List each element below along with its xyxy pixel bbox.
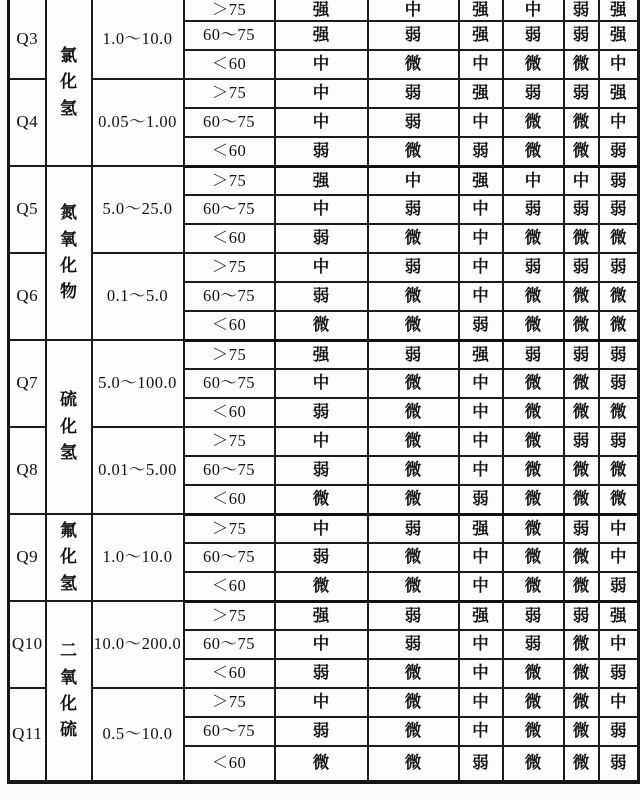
concentration-range: 0.1～5.0	[92, 253, 184, 340]
rating-cell: 强	[275, 340, 368, 369]
percentage-threshold: 60～75	[184, 21, 275, 50]
rating-cell: 微	[503, 282, 564, 311]
rating-cell: 微	[503, 398, 564, 427]
rating-cell: 微	[275, 485, 368, 514]
rating-cell: 强	[459, 340, 503, 369]
rating-cell: 弱	[275, 717, 368, 746]
rating-cell: 微	[564, 108, 599, 137]
rating-cell: 弱	[599, 253, 639, 282]
rating-cell: 弱	[459, 311, 503, 340]
chemical-name-cell	[46, 514, 92, 601]
rating-cell: 微	[503, 659, 564, 688]
rating-cell: 微	[599, 311, 639, 340]
rating-cell: 中	[459, 398, 503, 427]
rating-cell: 微	[564, 688, 599, 717]
chemical-name-cell	[46, 166, 92, 340]
rating-cell: 微	[564, 224, 599, 253]
percentage-threshold: ＜60	[184, 746, 275, 782]
rating-cell: 中	[459, 688, 503, 717]
table-row	[9, 427, 639, 456]
chemical-name: 氟化氢	[59, 520, 77, 593]
rating-cell: 微	[503, 311, 564, 340]
rating-cell: 弱	[599, 572, 639, 601]
rating-cell: 弱	[503, 630, 564, 659]
percentage-threshold: 60～75	[184, 456, 275, 485]
rating-cell: 中	[368, 0, 459, 21]
percentage-threshold: ＜60	[184, 224, 275, 253]
percentage-threshold: ＞75	[184, 340, 275, 369]
rating-cell: 弱	[599, 717, 639, 746]
table-body	[9, 0, 639, 782]
rating-cell: 弱	[564, 601, 599, 630]
rating-cell: 弱	[599, 427, 639, 456]
q-label: Q9	[9, 514, 46, 601]
rating-cell: 中	[459, 717, 503, 746]
rating-cell: 微	[503, 746, 564, 782]
rating-cell: 微	[503, 717, 564, 746]
rating-cell: 微	[503, 108, 564, 137]
table-row	[9, 514, 639, 543]
rating-cell: 中	[599, 514, 639, 543]
rating-cell: 中	[503, 0, 564, 21]
table-row	[9, 601, 639, 630]
rating-cell: 弱	[275, 543, 368, 572]
rating-cell: 弱	[459, 746, 503, 782]
rating-cell: 中	[599, 543, 639, 572]
rating-cell: 微	[503, 543, 564, 572]
rating-cell: 中	[459, 282, 503, 311]
rating-cell: 微	[564, 630, 599, 659]
rating-cell: 微	[564, 543, 599, 572]
chemical-name-cell	[46, 340, 92, 514]
rating-cell: 弱	[368, 601, 459, 630]
rating-cell: 弱	[599, 166, 639, 195]
rating-cell: 弱	[599, 195, 639, 224]
rating-cell: 中	[459, 224, 503, 253]
rating-cell: 弱	[368, 79, 459, 108]
rating-cell: 弱	[459, 137, 503, 166]
rating-cell: 弱	[275, 398, 368, 427]
rating-cell: 强	[599, 79, 639, 108]
rating-cell: 微	[368, 746, 459, 782]
rating-cell: 强	[599, 601, 639, 630]
rating-cell: 微	[564, 282, 599, 311]
rating-cell: 强	[275, 21, 368, 50]
q-label: Q6	[9, 253, 46, 340]
rating-cell: 微	[368, 543, 459, 572]
rating-cell: 弱	[459, 485, 503, 514]
rating-cell: 弱	[275, 224, 368, 253]
rating-cell: 弱	[564, 0, 599, 21]
rating-cell: 强	[459, 0, 503, 21]
rating-cell: 弱	[564, 340, 599, 369]
rating-cell: 中	[275, 50, 368, 79]
rating-cell: 弱	[275, 282, 368, 311]
rating-cell: 微	[564, 137, 599, 166]
rating-cell: 强	[459, 166, 503, 195]
rating-cell: 微	[368, 688, 459, 717]
rating-cell: 弱	[564, 79, 599, 108]
rating-cell: 强	[275, 601, 368, 630]
rating-cell: 中	[459, 369, 503, 398]
percentage-threshold: ＞75	[184, 253, 275, 282]
rating-cell: 微	[503, 456, 564, 485]
rating-cell: 微	[368, 572, 459, 601]
q-label: Q5	[9, 166, 46, 253]
rating-cell: 微	[503, 572, 564, 601]
rating-cell: 中	[564, 166, 599, 195]
percentage-threshold: 60～75	[184, 717, 275, 746]
rating-cell: 弱	[599, 340, 639, 369]
concentration-range: 5.0～25.0	[92, 166, 184, 253]
percentage-threshold: ＜60	[184, 311, 275, 340]
rating-cell: 微	[368, 224, 459, 253]
rating-cell: 中	[599, 108, 639, 137]
rating-cell: 弱	[503, 79, 564, 108]
rating-cell: 微	[368, 717, 459, 746]
rating-cell: 微	[503, 369, 564, 398]
table-row	[9, 340, 639, 369]
percentage-threshold: 60～75	[184, 108, 275, 137]
q-label: Q11	[9, 688, 46, 782]
rating-cell: 微	[564, 572, 599, 601]
rating-cell: 微	[503, 50, 564, 79]
percentage-threshold: ＞75	[184, 427, 275, 456]
rating-cell: 微	[564, 659, 599, 688]
rating-cell: 中	[503, 166, 564, 195]
rating-cell: 弱	[275, 456, 368, 485]
gas-rating-table	[7, 0, 640, 784]
q-label: Q8	[9, 427, 46, 514]
rating-cell: 弱	[368, 340, 459, 369]
percentage-threshold: ＜60	[184, 398, 275, 427]
rating-cell: 弱	[599, 137, 639, 166]
percentage-threshold: ＜60	[184, 137, 275, 166]
percentage-threshold: ＜60	[184, 659, 275, 688]
percentage-threshold: ＞75	[184, 688, 275, 717]
rating-cell: 中	[459, 659, 503, 688]
rating-cell: 微	[368, 311, 459, 340]
rating-cell: 微	[599, 456, 639, 485]
rating-cell: 中	[275, 195, 368, 224]
rating-cell: 中	[275, 253, 368, 282]
percentage-threshold: 60～75	[184, 630, 275, 659]
rating-cell: 微	[368, 50, 459, 79]
rating-cell: 强	[599, 21, 639, 50]
rating-cell: 弱	[599, 746, 639, 782]
rating-cell: 中	[599, 50, 639, 79]
percentage-threshold: ＞75	[184, 514, 275, 543]
rating-cell: 微	[503, 224, 564, 253]
percentage-threshold: 60～75	[184, 282, 275, 311]
rating-cell: 强	[275, 0, 368, 21]
rating-cell: 中	[275, 369, 368, 398]
q-label: Q4	[9, 79, 46, 166]
percentage-threshold: ＞75	[184, 166, 275, 195]
rating-cell: 弱	[368, 630, 459, 659]
rating-cell: 微	[368, 137, 459, 166]
rating-cell: 弱	[503, 340, 564, 369]
concentration-range: 10.0～200.0	[92, 601, 184, 688]
rating-cell: 微	[275, 572, 368, 601]
q-label: Q10	[9, 601, 46, 688]
percentage-threshold: 60～75	[184, 195, 275, 224]
rating-cell: 微	[275, 311, 368, 340]
rating-cell: 强	[459, 21, 503, 50]
rating-cell: 弱	[275, 137, 368, 166]
rating-cell: 微	[368, 659, 459, 688]
rating-cell: 强	[459, 601, 503, 630]
rating-cell: 微	[599, 224, 639, 253]
chemical-name-cell	[46, 0, 92, 166]
rating-cell: 微	[503, 485, 564, 514]
rating-cell: 微	[599, 282, 639, 311]
rating-cell: 弱	[275, 659, 368, 688]
rating-cell: 微	[368, 456, 459, 485]
rating-cell: 弱	[564, 427, 599, 456]
chemical-name: 硫化氢	[59, 390, 77, 463]
rating-cell: 中	[599, 688, 639, 717]
rating-cell: 弱	[368, 253, 459, 282]
rating-cell: 中	[275, 514, 368, 543]
rating-cell: 弱	[368, 195, 459, 224]
percentage-threshold: ＞75	[184, 79, 275, 108]
table-row	[9, 166, 639, 195]
percentage-threshold: ＜60	[184, 50, 275, 79]
rating-cell: 微	[368, 485, 459, 514]
rating-cell: 微	[368, 369, 459, 398]
rating-cell: 微	[599, 398, 639, 427]
table-row	[9, 0, 639, 21]
table-row	[9, 253, 639, 282]
q-label: Q7	[9, 340, 46, 427]
rating-cell: 弱	[599, 659, 639, 688]
rating-cell: 微	[599, 485, 639, 514]
percentage-threshold: 60～75	[184, 369, 275, 398]
rating-cell: 中	[459, 572, 503, 601]
concentration-range: 0.05～1.00	[92, 79, 184, 166]
rating-cell: 弱	[368, 514, 459, 543]
rating-cell: 中	[368, 166, 459, 195]
percentage-threshold: ＞75	[184, 0, 275, 21]
percentage-threshold: ＜60	[184, 572, 275, 601]
chemical-name: 二氧化硫	[59, 641, 77, 740]
rating-cell: 中	[275, 688, 368, 717]
rating-cell: 强	[599, 0, 639, 21]
rating-cell: 微	[503, 137, 564, 166]
rating-cell: 强	[275, 166, 368, 195]
rating-cell: 中	[275, 79, 368, 108]
rating-cell: 中	[459, 630, 503, 659]
rating-cell: 中	[459, 427, 503, 456]
rating-cell: 微	[503, 688, 564, 717]
rating-cell: 微	[368, 398, 459, 427]
rating-cell: 中	[275, 108, 368, 137]
concentration-range: 1.0～10.0	[92, 0, 184, 79]
concentration-range: 5.0～100.0	[92, 340, 184, 427]
chemical-name-cell	[46, 601, 92, 782]
table-row	[9, 688, 639, 717]
rating-cell: 中	[459, 456, 503, 485]
rating-cell: 微	[275, 746, 368, 782]
rating-cell: 中	[459, 543, 503, 572]
rating-cell: 弱	[599, 369, 639, 398]
rating-cell: 微	[503, 427, 564, 456]
rating-cell: 微	[368, 282, 459, 311]
rating-cell: 中	[275, 427, 368, 456]
percentage-threshold: 60～75	[184, 543, 275, 572]
rating-cell: 弱	[503, 21, 564, 50]
percentage-threshold: ＞75	[184, 601, 275, 630]
rating-cell: 微	[564, 717, 599, 746]
chemical-name: 氮氧化物	[59, 203, 77, 302]
concentration-range: 0.01～5.00	[92, 427, 184, 514]
rating-cell: 强	[459, 514, 503, 543]
rating-cell: 微	[368, 427, 459, 456]
rating-cell: 微	[564, 485, 599, 514]
rating-cell: 微	[564, 311, 599, 340]
rating-cell: 微	[564, 50, 599, 79]
rating-cell: 弱	[368, 108, 459, 137]
rating-cell: 弱	[564, 514, 599, 543]
rating-cell: 弱	[564, 21, 599, 50]
rating-cell: 中	[459, 195, 503, 224]
rating-cell: 中	[459, 108, 503, 137]
rating-cell: 弱	[564, 253, 599, 282]
q-label: Q3	[9, 0, 46, 79]
chemical-name: 氯化氢	[59, 45, 77, 118]
rating-cell: 弱	[503, 253, 564, 282]
concentration-range: 0.5～10.0	[92, 688, 184, 782]
rating-cell: 微	[564, 456, 599, 485]
table-row	[9, 79, 639, 108]
rating-cell: 强	[459, 79, 503, 108]
rating-cell: 中	[459, 253, 503, 282]
rating-cell: 中	[275, 630, 368, 659]
rating-cell: 微	[564, 746, 599, 782]
rating-cell: 中	[459, 50, 503, 79]
rating-cell: 弱	[564, 195, 599, 224]
concentration-range: 1.0～10.0	[92, 514, 184, 601]
rating-cell: 微	[564, 398, 599, 427]
rating-cell: 弱	[368, 21, 459, 50]
rating-cell: 微	[503, 514, 564, 543]
rating-cell: 弱	[503, 195, 564, 224]
rating-cell: 中	[599, 630, 639, 659]
rating-cell: 弱	[503, 601, 564, 630]
percentage-threshold: ＜60	[184, 485, 275, 514]
rating-cell: 微	[564, 369, 599, 398]
